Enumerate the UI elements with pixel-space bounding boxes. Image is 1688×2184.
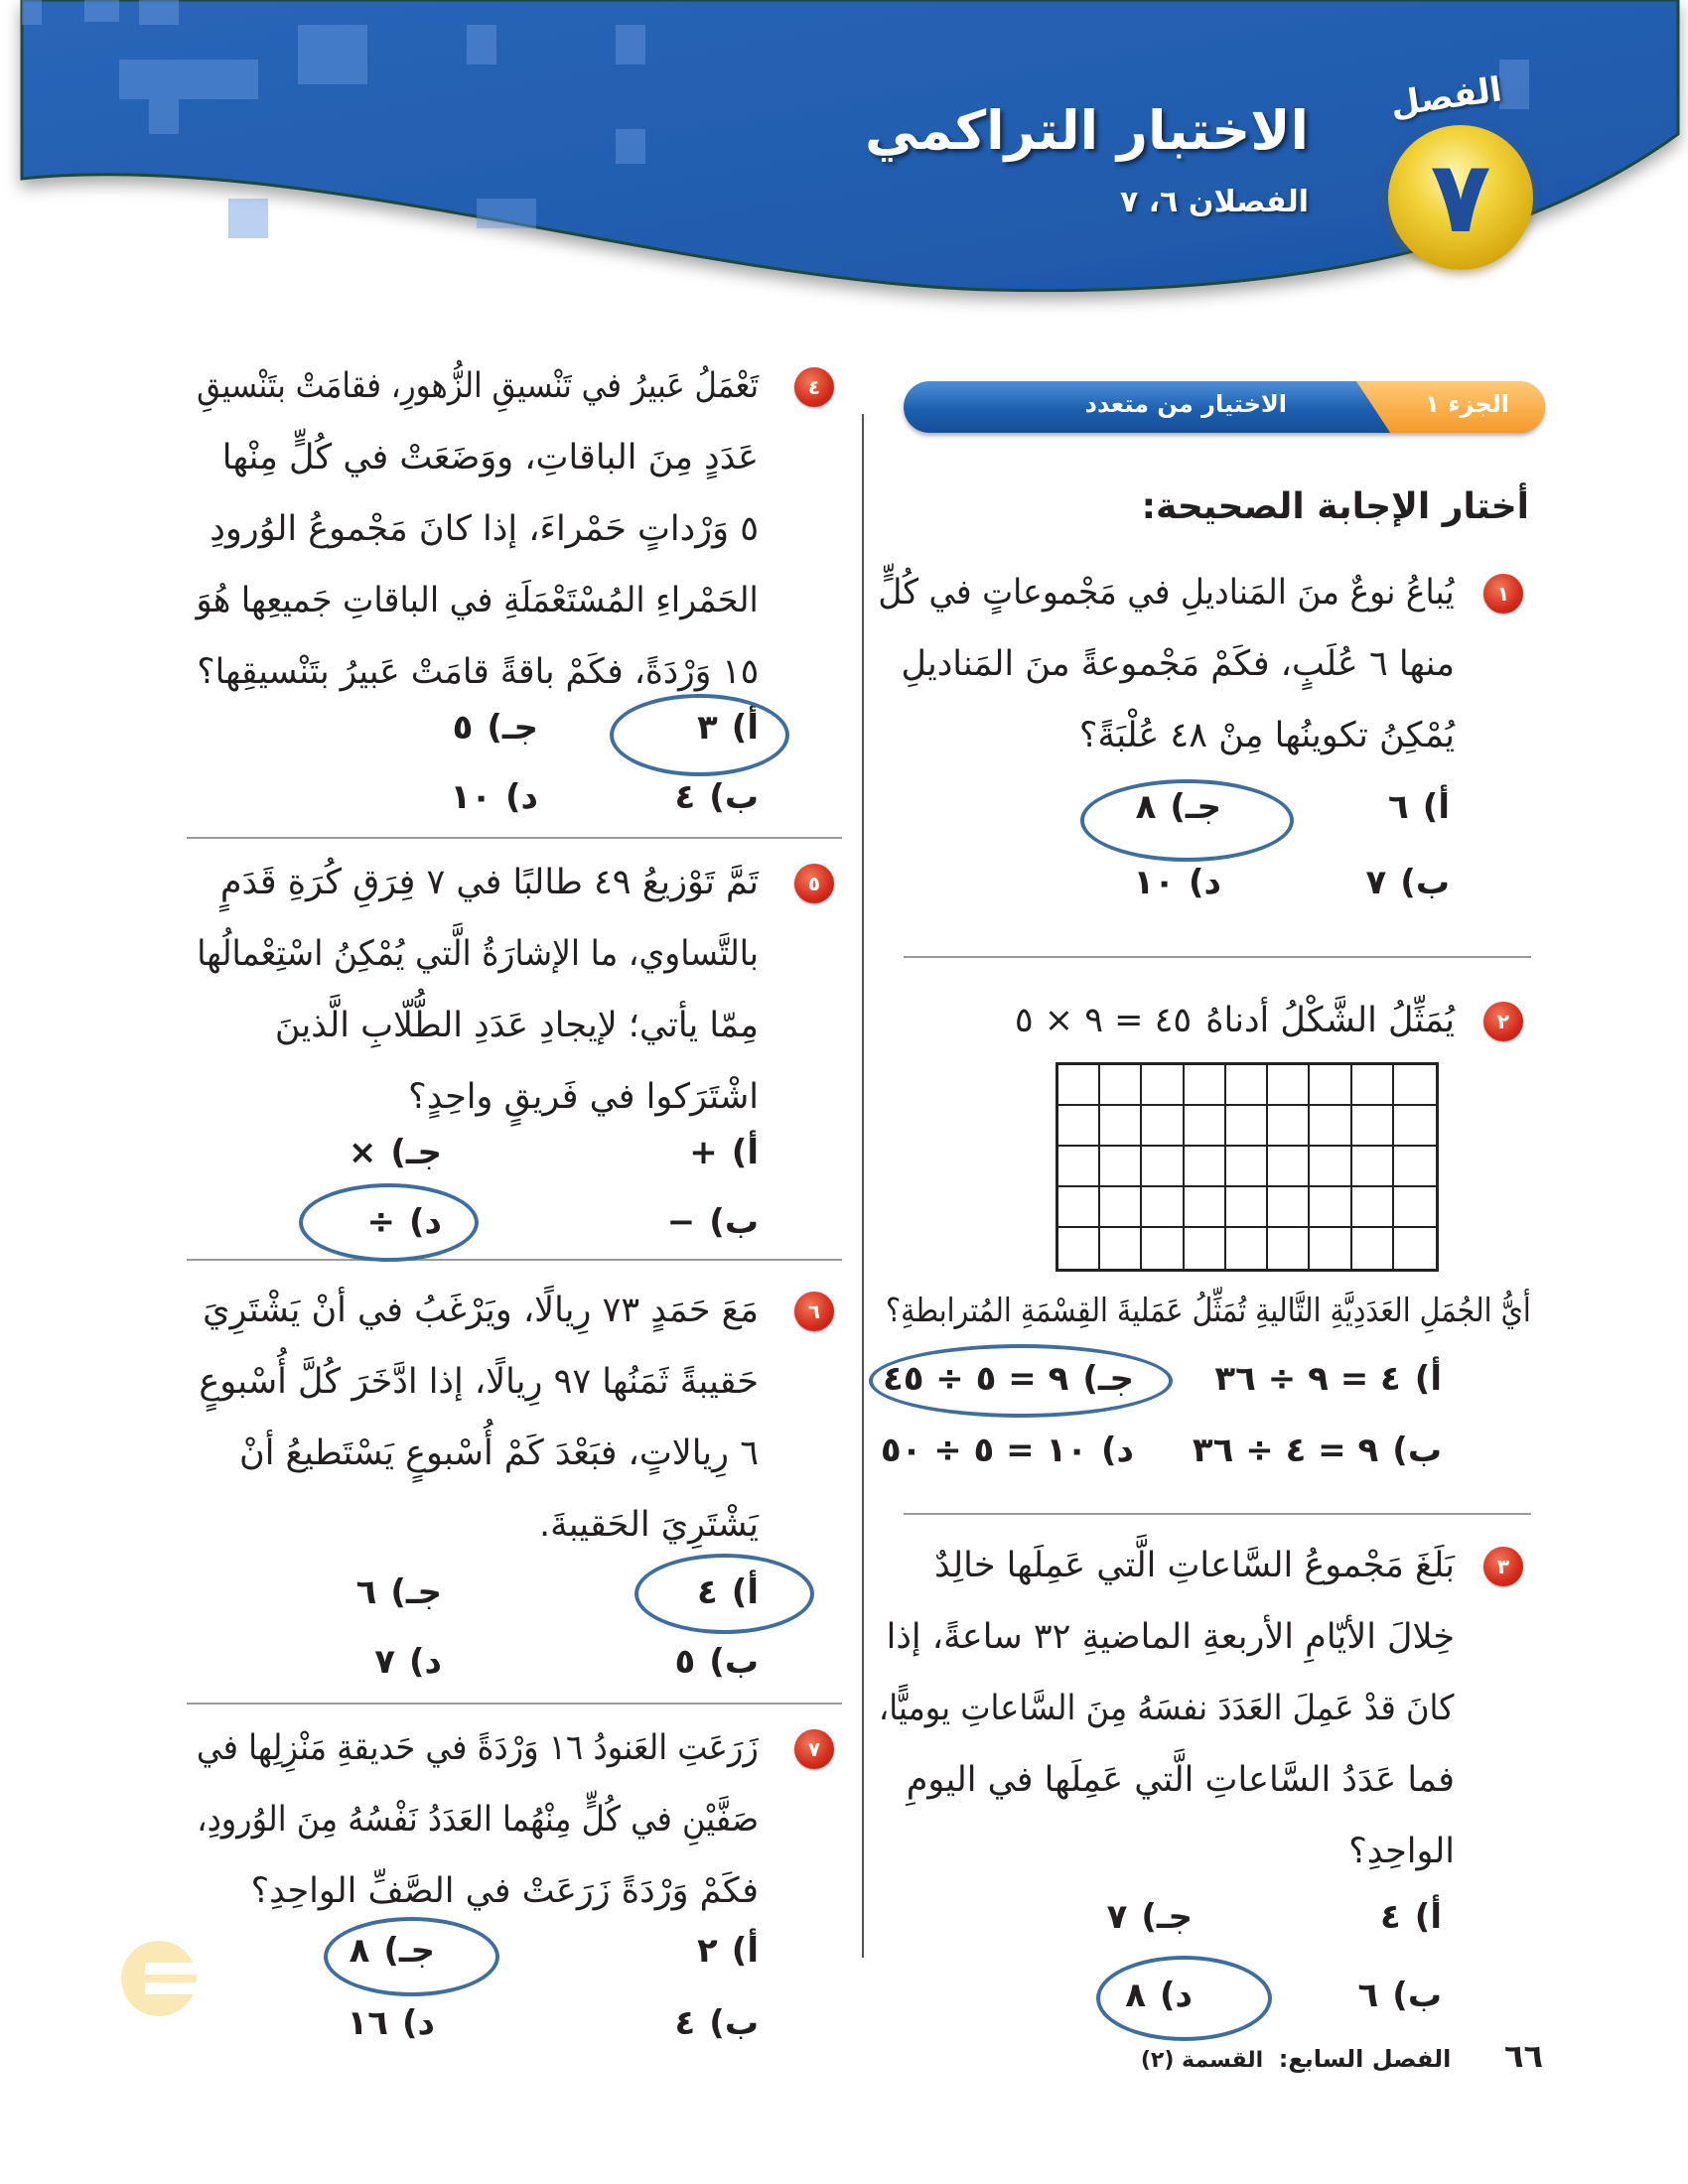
option-value: ٣	[697, 708, 718, 748]
option-value: ٦	[355, 1572, 377, 1612]
grid-cell	[1142, 1187, 1184, 1228]
option-label: أ)	[731, 708, 759, 748]
grid-cell	[1142, 1065, 1184, 1106]
correct-answer-circle	[634, 1554, 814, 1634]
correct-answer-circle	[324, 1917, 499, 1996]
option-value: ٥	[674, 1642, 696, 1682]
grid-cell	[1352, 1147, 1394, 1187]
option-value: ١٦	[347, 2003, 388, 2043]
option-label: د)	[1101, 1431, 1134, 1470]
question-line: عَدَدٍ مِنَ الباقاتِ، ووَضَعَتْ في كُلٍّ مِنْها	[221, 438, 759, 478]
question-line: الحَمْراءِ المُسْتَعْمَلَةِ في الباقاتِ جَميعِها هُوَ	[196, 581, 759, 620]
answer-option[interactable]	[697, 1926, 759, 1976]
option-label: أ)	[731, 1931, 759, 1971]
divider	[187, 1703, 842, 1705]
grid-cell	[1310, 1106, 1351, 1147]
correct-answer-circle	[610, 694, 789, 776]
chapter-label: الفصل	[1387, 69, 1504, 125]
question-line: يُباعُ نوعٌ منَ المَناديلِ في مَجْموعاتٍ في كُلٍّ	[878, 573, 1455, 613]
option-value: ×	[348, 1133, 377, 1172]
question-line: كانَ قدْ عَمِلَ العَدَدَ نفسَهُ مِنَ السَّاعاتِ يوميًّا،	[879, 1689, 1455, 1728]
option-value: ٨	[1135, 787, 1157, 827]
answer-option[interactable]	[349, 1128, 442, 1177]
answer-option[interactable]	[1107, 1892, 1193, 1942]
answer-option[interactable]	[356, 1568, 442, 1617]
answer-option[interactable]	[1366, 858, 1450, 907]
grid-cell	[1394, 1065, 1436, 1106]
option-label: جـ)	[390, 1133, 442, 1172]
option-label: جـ)	[383, 1931, 435, 1971]
grid-cell	[1268, 1065, 1310, 1106]
answer-option[interactable]	[675, 1998, 759, 2048]
part-banner	[904, 381, 1545, 433]
answer-option[interactable]	[1133, 858, 1221, 907]
question-line: زَرَعَتِ العَنودُ ١٦ وَرْدَةً في حَديقةِ مَنْزِلِها في	[197, 1728, 759, 1768]
grid-cell	[1226, 1106, 1268, 1147]
grid-cell	[1394, 1106, 1436, 1147]
option-value: ٩ = ٥ ÷ ٤٥	[882, 1359, 1069, 1399]
grid-cell	[1310, 1187, 1351, 1228]
question-text	[842, 557, 1455, 771]
correct-answer-circle	[869, 1344, 1173, 1418]
option-label: د)	[1160, 1976, 1193, 2015]
grid-cell	[1185, 1147, 1226, 1187]
option-label: أ)	[731, 1572, 759, 1612]
option-label: ب)	[1392, 1976, 1442, 2015]
question-line: فما عَدَدُ السَّاعاتِ الَّتي عَمِلَها في اليومِ	[906, 1760, 1455, 1800]
option-label: د)	[402, 2003, 435, 2043]
question-line: تَمَّ تَوْزيعُ ٤٩ طالبًا في ٧ فِرَقِ كُرَةِ قَدَمٍ	[219, 863, 759, 902]
grid-cell	[1226, 1228, 1268, 1269]
grid-cell	[1185, 1065, 1226, 1106]
grid-cell	[1058, 1065, 1100, 1106]
grid-cell	[1226, 1065, 1268, 1106]
answer-option[interactable]	[347, 1998, 435, 2048]
option-label: جـ)	[390, 1572, 442, 1612]
option-label: د)	[409, 1202, 442, 1242]
divider	[187, 1259, 842, 1261]
option-value: ١٠ = ٥ ÷ ٥٠	[880, 1431, 1087, 1470]
answer-option[interactable]	[675, 1637, 759, 1687]
answer-option[interactable]	[667, 1197, 759, 1247]
publisher-logo	[121, 1941, 197, 2016]
grid-cell	[1352, 1065, 1394, 1106]
question-text	[142, 1712, 759, 1927]
answer-option[interactable]	[1388, 782, 1450, 832]
question-number-badge: ٤	[794, 367, 834, 407]
grid-cell	[1310, 1065, 1351, 1106]
question-text	[825, 1530, 1455, 1887]
question-line: مَعَ حَمَدٍ ٧٣ رِيالًا، ويَرْغَبُ في أنْ يَشْتَرِيَ	[203, 1291, 759, 1330]
question-line: مِمّا يأتي؛ لإيجادِ عَدَدِ الطُّلّابِ الَّذينَ	[274, 1006, 759, 1045]
divider	[904, 1513, 1531, 1515]
question-line: ١٥ وَرْدَةً، فكَمْ باقةً قامَتْ عَبيرُ بتَنْسيقِها؟	[197, 652, 759, 692]
grid-cell	[1268, 1147, 1310, 1187]
grid-cell	[1100, 1106, 1142, 1147]
option-label: أ)	[1414, 1359, 1442, 1399]
footer-lesson: القسمة (٢)	[1140, 2048, 1264, 2073]
multiplication-grid	[1055, 1062, 1439, 1272]
question-line: بالتَّساوي، ما الإشارَةُ الَّتي يُمْكِنُ اسْتِعْمالُها	[197, 934, 759, 974]
grid-cell	[1100, 1187, 1142, 1228]
grid-cell	[1100, 1065, 1142, 1106]
equation: ٤٥ = ٩ × ٥	[1014, 1001, 1193, 1040]
grid-cell	[1185, 1228, 1226, 1269]
correct-answer-circle	[1096, 1956, 1272, 2041]
option-value: −	[666, 1202, 696, 1242]
answer-option[interactable]	[374, 1637, 442, 1687]
grid-cell	[1352, 1228, 1394, 1269]
option-label: أ)	[1414, 1897, 1442, 1937]
option-label: د)	[505, 777, 538, 817]
question-text	[199, 1275, 759, 1561]
question-text	[1015, 985, 1455, 1056]
question-number-badge: ٣	[1483, 1547, 1523, 1586]
grid-cell	[1394, 1187, 1436, 1228]
grid-cell	[1226, 1147, 1268, 1187]
option-value: ٢	[697, 1931, 718, 1971]
answer-option[interactable]	[1193, 1426, 1442, 1475]
grid-cell	[1185, 1106, 1226, 1147]
grid-cell	[1394, 1147, 1436, 1187]
option-value: ٧	[1365, 863, 1387, 902]
option-value: ٦	[1357, 1976, 1379, 2015]
page-number: ٦٦	[1503, 2037, 1543, 2075]
divider	[187, 837, 842, 839]
question-line: فكَمْ وَرْدَةً زَرَعَتْ في الصَّفِّ الواحِدِ؟	[250, 1871, 759, 1911]
question-line-text: يُمَثِّلُ الشَّكْلُ أدناهُ	[1205, 1001, 1455, 1040]
option-label: جـ)	[487, 708, 538, 748]
question-line: منها ٦ عُلَبٍ، فكَمْ مَجْموعةً منَ المَناديلِ	[901, 644, 1455, 684]
option-label: ب)	[709, 1202, 759, 1242]
question-number-badge: ٦	[794, 1292, 834, 1331]
chapter-number-badge: ٧	[1388, 125, 1533, 270]
option-label: ب)	[709, 1642, 759, 1682]
part-title: الاختيار من متعدد	[1084, 390, 1287, 418]
question-line: تَعْمَلُ عَبيرُ في تَنْسيقِ الزُّهورِ، فقامَتْ بتَنْسيقِ	[197, 366, 759, 406]
grid-cell	[1394, 1228, 1436, 1269]
question-line: بَلَغَ مَجْموعُ السَّاعاتِ الَّتي عَمِلَها خالِدٌ	[934, 1546, 1455, 1585]
answer-option[interactable]	[675, 772, 759, 822]
grid-cell	[1268, 1106, 1310, 1147]
question-line: خِلالَ الأيّامِ الأربعةِ الماضيةِ ٣٢ ساعةً، إذا	[886, 1617, 1455, 1657]
page-title: الاختبار التراكمي	[864, 99, 1309, 162]
part-label: الجزء ١	[1425, 390, 1509, 418]
option-label: د)	[409, 1642, 442, 1682]
option-value: ٨	[349, 1931, 370, 1971]
option-label: ب)	[709, 2003, 759, 2043]
option-value: ٥	[452, 708, 474, 748]
grid-cell	[1268, 1187, 1310, 1228]
grid-cell	[1352, 1187, 1394, 1228]
correct-answer-circle	[299, 1183, 479, 1262]
correct-answer-circle	[1080, 779, 1294, 862]
question-number-badge: ١	[1483, 574, 1523, 614]
option-label: ب)	[709, 777, 759, 817]
option-value: +	[689, 1133, 718, 1172]
question-text	[120, 350, 759, 708]
option-value: ٧	[374, 1642, 395, 1682]
grid-cell	[1310, 1228, 1351, 1269]
question-line: يَشْتَرِيَ الحَقيبةَ.	[538, 1505, 759, 1545]
answer-option[interactable]	[881, 1426, 1134, 1475]
answer-option[interactable]	[453, 703, 538, 752]
grid-cell	[1058, 1187, 1100, 1228]
divider	[904, 956, 1531, 958]
question-number-badge: ٥	[794, 864, 834, 903]
option-value: ٧	[1106, 1897, 1128, 1937]
grid-cell	[1100, 1147, 1142, 1187]
question-number-badge: ٧	[794, 1729, 834, 1769]
option-value: ÷	[366, 1202, 395, 1242]
option-value: ١٠	[450, 777, 492, 817]
question-line: اشْتَرَكوا في فَريقٍ واحِدٍ؟	[408, 1077, 759, 1117]
option-label: أ)	[1422, 787, 1450, 827]
instruction: أختار الإجابة الصحيحة:	[1141, 486, 1529, 527]
answer-option[interactable]	[450, 772, 538, 822]
grid-cell	[1100, 1228, 1142, 1269]
question-text	[163, 847, 759, 1133]
question-line: حَقيبةً ثَمَنُها ٩٧ رِيالًا، إذا ادَّخَرَ كُلَّ أُسْبوعٍ	[199, 1362, 759, 1402]
option-value: ٤	[697, 1572, 718, 1612]
grid-cell	[1058, 1147, 1100, 1187]
grid-cell	[1185, 1187, 1226, 1228]
question-line: يُمْكِنُ تكوينُها مِنْ ٤٨ عُلْبَةً؟	[1078, 716, 1455, 755]
grid-cell	[1352, 1106, 1394, 1147]
page-subtitle: الفصلان ٦، ٧	[1120, 185, 1309, 219]
option-label: جـ)	[1170, 787, 1221, 827]
question-prompt: أيُّ الجُمَلِ العَدَدِيَّةِ التَّاليةِ تُمَثِّلُ عَمَليةَ القِسْمَةِ المُترابطةِ؟	[886, 1291, 1531, 1329]
option-value: ٩ = ٤ ÷ ٣٦	[1192, 1431, 1379, 1470]
grid-cell	[1142, 1106, 1184, 1147]
grid-cell	[1226, 1187, 1268, 1228]
grid-cell	[1142, 1147, 1184, 1187]
question-line	[1015, 985, 1455, 1056]
answer-option[interactable]	[1380, 1892, 1442, 1942]
option-value: ١٠	[1133, 863, 1175, 902]
answer-option[interactable]	[1358, 1971, 1442, 2020]
option-value: ٤ = ٩ ÷ ٣٦	[1214, 1359, 1401, 1399]
question-line: الواحِدِ؟	[1348, 1832, 1455, 1871]
option-label: جـ)	[1082, 1359, 1134, 1399]
grid-cell	[1058, 1106, 1100, 1147]
grid-cell	[1142, 1228, 1184, 1269]
option-value: ٦	[1388, 787, 1409, 827]
question-number-badge: ٢	[1483, 1002, 1523, 1041]
option-label: جـ)	[1141, 1897, 1193, 1937]
question-line: صَفَّيْنِ في كُلٍّ مِنْهُما العَدَدُ نَفْسُهُ مِنَ الوُرودِ،	[197, 1800, 759, 1840]
page-footer	[1141, 2037, 1543, 2075]
option-value: ٤	[674, 777, 696, 817]
option-value: ٤	[674, 2003, 696, 2043]
question-line: ٦ رِيالاتٍ، فبَعْدَ كَمْ أُسْبوعٍ يَسْتَطيعُ أنْ	[238, 1433, 759, 1473]
grid-cell	[1268, 1228, 1310, 1269]
option-label: ب)	[1400, 863, 1450, 902]
option-label: د)	[1189, 863, 1221, 902]
option-value: ٨	[1125, 1976, 1146, 2015]
footer-chapter: الفصل السابع:	[1278, 2045, 1452, 2073]
option-label: ب)	[1392, 1431, 1442, 1470]
grid-cell	[1058, 1228, 1100, 1269]
answer-option[interactable]	[689, 1128, 759, 1177]
grid-cell	[1310, 1147, 1351, 1187]
option-label: أ)	[731, 1133, 759, 1172]
question-line: ٥ وَرْداتٍ حَمْراءَ، إذا كانَ مَجْموعُ الوُرودِ	[210, 509, 759, 549]
answer-option[interactable]	[1214, 1354, 1442, 1404]
option-value: ٤	[1380, 1897, 1401, 1937]
